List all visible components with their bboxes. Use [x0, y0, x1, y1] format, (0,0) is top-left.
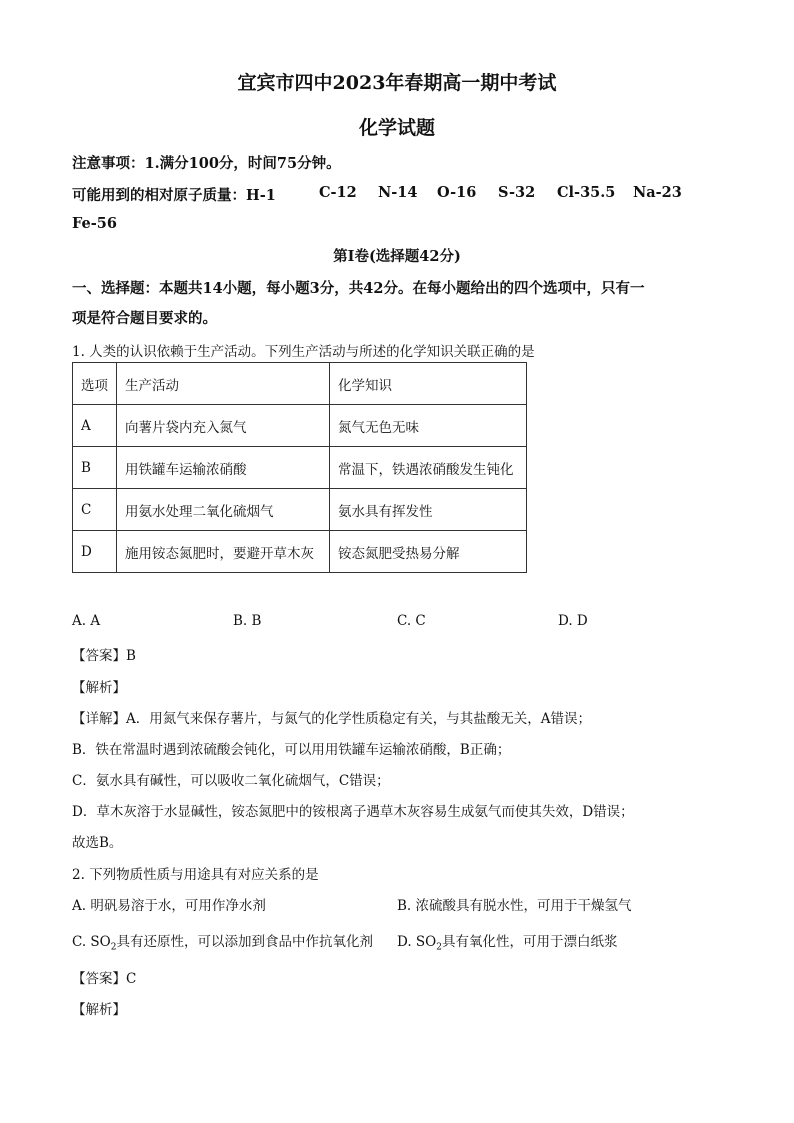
q2-answer: 【答案】C: [72, 971, 137, 987]
q1-explanation-line: 故选B。: [72, 835, 123, 851]
q1-explanation-line: D．草木灰溶于水显碱性，铵态氮肥中的铵根离子遇草木灰容易生成氨气而使其失效，D错误；: [72, 804, 634, 820]
atomic-mass-fe: Fe-56: [72, 215, 117, 232]
q2-stem: 2. 下列物质性质与用途具有对应关系的是: [72, 867, 319, 883]
table-cell: 铵态氮肥受热易分解: [330, 531, 527, 573]
table-cell: 施用铵态氮肥时，要避开草木灰: [117, 531, 330, 573]
section-instructions-line2: 项是符合题目要求的。: [72, 310, 217, 327]
table-cell: 氨水具有挥发性: [330, 489, 527, 531]
atomic-mass-cl: Cl-35.5: [557, 184, 616, 201]
q1-option-a: A. A: [72, 613, 101, 629]
table-cell: B: [73, 447, 117, 489]
q2-option-d: [397, 930, 617, 953]
q1-option-d: D. D: [558, 613, 588, 629]
page-title: 宜宾市四中2023年春期高一期中考试: [237, 72, 557, 94]
page-subtitle: 化学试题: [358, 117, 435, 139]
table-cell: 常温下，铁遇浓硝酸发生钝化: [330, 447, 527, 489]
table-row: [73, 405, 527, 447]
table-row: [73, 489, 527, 531]
q2-option-b: B. 浓硫酸具有脱水性，可用于干燥氢气: [397, 898, 632, 914]
subscript: 2: [110, 942, 117, 953]
section-heading: 第I卷(选择题42分): [333, 248, 461, 265]
notice-line: 注意事项：1.满分100分，时间75分钟。: [72, 155, 341, 172]
table-header-cell: 化学知识: [330, 363, 527, 405]
q1-option-b: B. B: [233, 613, 262, 629]
q2-option-c-text: 具有还原性，可以添加到食品中作抗氧化剂: [116, 934, 373, 950]
q2-option-c-prefix: C. SO: [72, 934, 111, 950]
table-cell: A: [73, 405, 117, 447]
q1-answer: 【答案】B: [72, 648, 136, 664]
table-header-row: [73, 363, 527, 405]
atomic-mass-c: C-12: [319, 184, 357, 201]
table-cell: 氮气无色无味: [330, 405, 527, 447]
atomic-mass-s: S-32: [498, 184, 536, 201]
q1-option-c: C. C: [397, 613, 426, 629]
atomic-mass-label: 可能用到的相对原子质量：H-1: [72, 187, 276, 204]
table-cell: 用铁罐车运输浓硝酸: [117, 447, 330, 489]
subscript: 2: [436, 942, 442, 953]
section-instructions-line1: 一、选择题：本题共14小题，每小题3分，共42分。在每小题给出的四个选项中，只有一: [72, 280, 645, 297]
q1-explanation-line: 【详解】A．用氮气来保存薯片，与氮气的化学性质稳定有关，与其盐酸无关，A错误；: [72, 711, 591, 727]
q1-stem: 1. 人类的认识依赖于生产活动。下列生产活动与所述的化学知识关联正确的是: [72, 344, 535, 360]
table-header-cell: 生产活动: [117, 363, 330, 405]
table-header-cell: 选项: [73, 363, 117, 405]
q2-analysis-label: 【解析】: [72, 1002, 126, 1018]
q2-option-d-text: 具有氧化性，可用于漂白纸浆: [441, 934, 618, 950]
table-row: [73, 447, 527, 489]
table-cell: 用氨水处理二氧化硫烟气: [117, 489, 330, 531]
q1-explanation-line: B．铁在常温时遇到浓硫酸会钝化，可以用用铁罐车运输浓硝酸，B正确；: [72, 742, 511, 758]
q1-analysis-label: 【解析】: [72, 680, 126, 696]
table-cell: D: [73, 531, 117, 573]
table-row: [73, 531, 527, 573]
q1-explanation-line: C．氨水具有碱性，可以吸收二氧化硫烟气，C错误；: [72, 773, 390, 789]
atomic-mass-na: Na-23: [633, 184, 682, 201]
q2-option-d-prefix: D. SO: [397, 934, 437, 950]
atomic-mass-n: N-14: [378, 184, 418, 201]
q2-option-c: [72, 930, 373, 953]
q1-table: [72, 362, 527, 573]
q2-option-a: A. 明矾易溶于水，可用作净水剂: [72, 898, 266, 914]
table-cell: C: [73, 489, 117, 531]
table-cell: 向薯片袋内充入氮气: [117, 405, 330, 447]
atomic-mass-o: O-16: [437, 184, 477, 201]
